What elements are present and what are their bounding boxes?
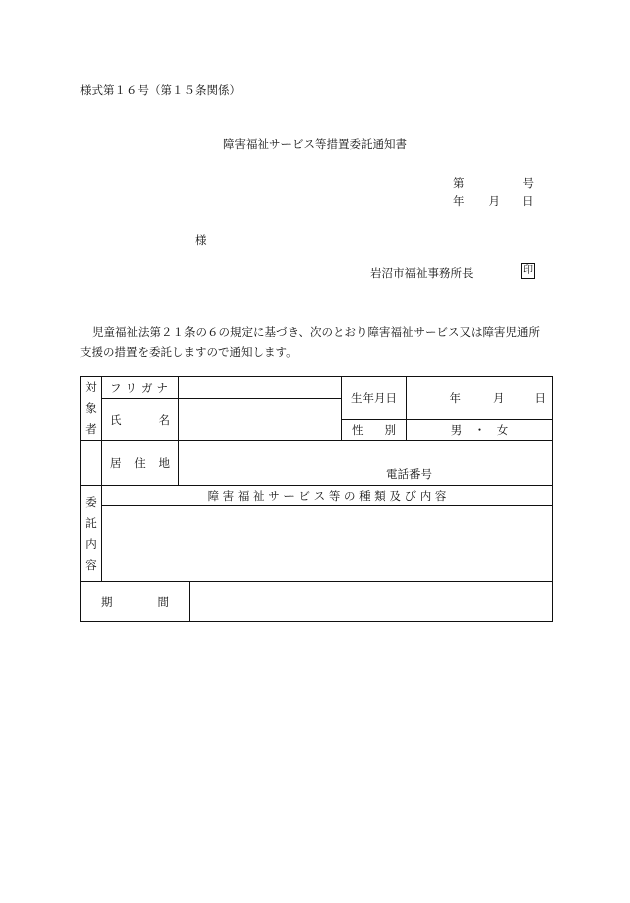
sender-name: 岩沼市福祉事務所長 <box>370 266 474 280</box>
form-number: 様式第１６号（第１５条関係） <box>80 83 241 97</box>
date-year: 年 <box>453 194 465 208</box>
address-label: 居 住 地 <box>102 441 179 486</box>
number-prefix: 第 <box>453 176 465 190</box>
date-day: 日 <box>522 194 534 208</box>
number-suffix: 号 <box>522 176 534 190</box>
service-header: 障 害 福 祉 サ ー ビ ス 等 の 種 類 及 び 内 容 <box>102 486 553 506</box>
date-month: 月 <box>488 194 500 208</box>
sex-label: 性 別 <box>342 420 407 441</box>
document-title: 障害福祉サービス等措置委託通知書 <box>223 137 407 151</box>
addressee-suffix: 様 <box>195 233 207 247</box>
name-field[interactable] <box>179 399 342 441</box>
issue-date-line <box>453 193 534 209</box>
notice-form-table <box>80 376 553 622</box>
birthdate-field[interactable]: 年 月 日 <box>407 377 553 420</box>
body-line-1: 児童福祉法第２１条の６の規定に基づき、次のとおり障害福祉サービス又は障害児通所 <box>92 325 541 339</box>
phone-label: 電話番号 <box>386 467 432 481</box>
subject-label: 対 象 者 <box>81 377 102 441</box>
period-field[interactable] <box>190 582 553 622</box>
sex-choice[interactable]: 男 ・ 女 <box>407 420 553 441</box>
service-content-field[interactable] <box>102 506 553 582</box>
furigana-field[interactable] <box>179 377 342 399</box>
body-line-2: 支援の措置を委託しますので通知します。 <box>80 345 298 359</box>
seal-mark: 印 <box>521 263 535 279</box>
name-label: 氏 名 <box>102 399 179 441</box>
address-field[interactable] <box>179 441 553 486</box>
birthdate-label: 生年月日 <box>342 377 407 420</box>
period-label: 期 間 <box>81 582 190 622</box>
furigana-label: フ リ ガ ナ <box>102 377 179 399</box>
document-number-line <box>453 175 534 191</box>
entrust-label: 委 託 内 容 <box>81 486 102 582</box>
notice-body <box>80 322 560 362</box>
